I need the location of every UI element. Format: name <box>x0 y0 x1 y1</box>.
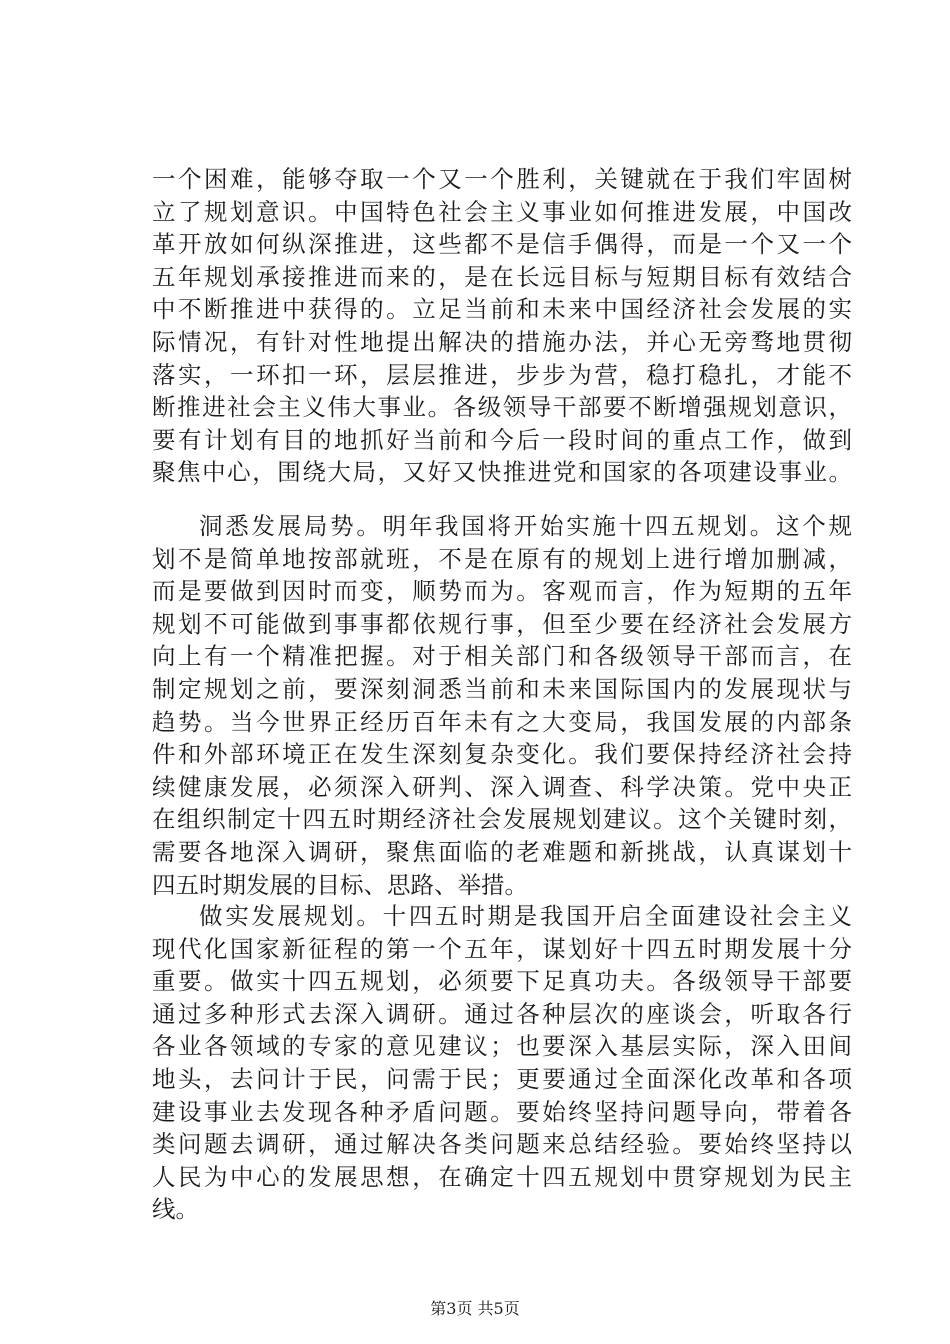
text-line: 做实发展规划。十四五时期是我国开启全面建设社会主义 <box>199 902 852 930</box>
text-line: 现代化国家新征程的第一个五年，谋划好十四五时期发展十分 <box>152 934 852 963</box>
text-line: 各业各领域的专家的意见建议；也要深入基层实际，深入田间 <box>152 1032 852 1061</box>
text-line: 四五时期发展的目标、思路、举措。 <box>152 870 528 899</box>
text-line: 中不断推进中获得的。立足当前和未来中国经济社会发展的实 <box>152 295 852 324</box>
text-line: 际情况，有针对性地提出解决的措施办法，并心无旁骛地贯彻 <box>152 327 852 356</box>
text-line: 建设事业去发现各种矛盾问题。要始终坚持问题导向，带着各 <box>152 1097 852 1126</box>
text-line: 线。 <box>152 1195 199 1224</box>
text-line: 向上有一个精准把握。对于相关部门和各级领导干部而言，在 <box>152 642 852 671</box>
text-line: 类问题去调研，通过解决各类问题来总结经验。要始终坚持以 <box>152 1130 852 1159</box>
text-line: 重要。做实十四五规划，必须要下足真功夫。各级领导干部要 <box>152 967 852 996</box>
text-line: 件和外部环境正在发生深刻复杂变化。我们要保持经济社会持 <box>152 740 852 769</box>
text-line: 五年规划承接推进而来的，是在长远目标与短期目标有效结合 <box>152 262 852 291</box>
text-line: 聚焦中心，围绕大局，又好又快推进党和国家的各项建设事业。 <box>152 458 852 487</box>
text-line: 划不是简单地按部就班，不是在原有的规划上进行增加删减， <box>152 544 852 573</box>
text-line: 规划不可能做到事事都依规行事，但至少要在经济社会发展方 <box>152 609 852 638</box>
text-line: 洞悉发展局势。明年我国将开始实施十四五规划。这个规 <box>199 512 852 540</box>
text-line: 趋势。当今世界正经历百年未有之大变局，我国发展的内部条 <box>152 707 852 736</box>
text-line: 续健康发展，必须深入研判、深入调查、科学决策。党中央正 <box>152 772 852 801</box>
paragraph-development-planning <box>152 900 852 1226</box>
text-line: 人民为中心的发展思想，在确定十四五规划中贯穿规划为民主 <box>152 1162 852 1191</box>
paragraph-planning-awareness <box>152 163 852 489</box>
text-line: 地头，去问计于民，问需于民；更要通过全面深化改革和各项 <box>152 1064 852 1093</box>
text-line: 需要各地深入调研，聚焦面临的老难题和新挑战，认真谋划十 <box>152 837 852 866</box>
paragraph-development-situation <box>152 510 852 901</box>
text-line: 立了规划意识。中国特色社会主义事业如何推进发展，中国改 <box>152 197 852 226</box>
text-line: 而是要做到因时而变，顺势而为。客观而言，作为短期的五年 <box>152 577 852 606</box>
text-line: 要有计划有目的地抓好当前和今后一段时间的重点工作，做到 <box>152 425 852 454</box>
text-line: 革开放如何纵深推进，这些都不是信手偶得，而是一个又一个 <box>152 230 852 259</box>
text-line: 断推进社会主义伟大事业。各级领导干部要不断增强规划意识， <box>152 393 852 422</box>
text-line: 通过多种形式去深入调研。通过各种层次的座谈会，听取各行 <box>152 999 852 1028</box>
text-line: 在组织制定十四五时期经济社会发展规划建议。这个关键时刻， <box>152 805 852 834</box>
text-line: 一个困难，能够夺取一个又一个胜利，关键就在于我们牢固树 <box>152 165 852 193</box>
text-line: 制定规划之前，要深刻洞悉当前和未来国际国内的发展现状与 <box>152 674 852 703</box>
page-footer: 第3页 共5页 <box>430 1299 520 1318</box>
text-line: 落实，一环扣一环，层层推进，步步为营，稳打稳扎，才能不 <box>152 360 852 389</box>
